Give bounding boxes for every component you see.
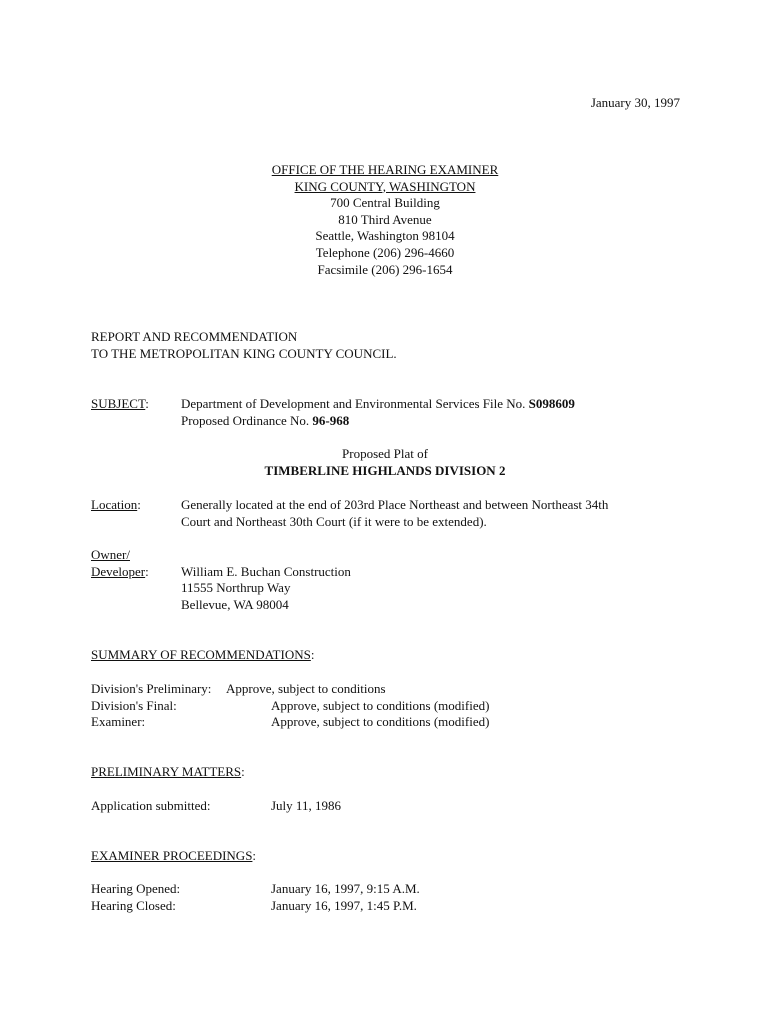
subject-ordinance-line: [181, 413, 349, 430]
telephone: Telephone (206) 296-4660: [315, 244, 455, 260]
building-address: 700 Central Building: [330, 195, 440, 211]
document-date: January 30, 1997: [590, 95, 680, 110]
location-label-text: Location: [91, 497, 138, 512]
owner-city: Bellevue, WA 98004: [181, 596, 289, 612]
facsimile: Facsimile (206) 296-1654: [317, 261, 453, 277]
subject-file-line: [181, 396, 575, 413]
owner-label: Owner/: [91, 547, 130, 562]
proceedings-heading-text: EXAMINER PROCEEDINGS: [91, 848, 253, 863]
application-submitted-label: Application submitted:: [91, 798, 211, 813]
subject-file-number: S098609: [528, 396, 575, 411]
summary-heading-line: [91, 647, 314, 664]
developer-label-text: Developer: [91, 563, 146, 579]
developer-label-colon: :: [145, 563, 149, 579]
proceedings-heading-colon: :: [252, 848, 257, 863]
subject-label-text: SUBJECT: [91, 396, 146, 411]
hearing-opened-value: January 16, 1997, 9:15 A.M.: [271, 881, 420, 896]
letterhead: [0, 162, 770, 278]
summary-row-label: Division's Preliminary:: [91, 681, 212, 696]
location-line1: Generally located at the end of 203rd Place Northeast and between Northeast 34th: [181, 497, 609, 512]
subject-file-text: Department of Development and Environmental Services File No.: [181, 396, 529, 411]
subject-ordinance-text: Proposed Ordinance No.: [181, 412, 313, 428]
location-label-colon: :: [137, 497, 141, 512]
county-name: KING COUNTY, WASHINGTON: [294, 178, 476, 194]
street-address: 810 Third Avenue: [338, 211, 432, 227]
summary-heading-colon: :: [310, 647, 315, 662]
summary-row-value: Approve, subject to conditions (modified): [271, 697, 490, 713]
summary-row-value: Approve, subject to conditions (modified): [271, 714, 490, 730]
plat-title-line1: Proposed Plat of: [342, 446, 428, 461]
hearing-opened-label: Hearing Opened:: [91, 881, 181, 896]
plat-title: [0, 446, 770, 479]
hearing-closed-value: January 16, 1997, 1:45 P.M.: [271, 897, 417, 913]
hearing-closed-label: Hearing Closed:: [91, 897, 176, 913]
location-label: [91, 497, 141, 514]
report-title: [91, 329, 397, 362]
preliminary-heading-line: [91, 764, 245, 781]
summary-heading-text: SUMMARY OF RECOMMENDATIONS: [91, 647, 311, 662]
location-line2: Court and Northeast 30th Court (if it were to be extended).: [181, 513, 487, 529]
plat-name: TIMBERLINE HIGHLANDS DIVISION 2: [264, 462, 506, 478]
preliminary-heading-text: PRELIMINARY MATTERS: [91, 764, 242, 779]
owner-name: William E. Buchan Construction: [181, 563, 351, 579]
subject-ordinance-number: 96-968: [312, 412, 350, 428]
developer-label: [91, 564, 149, 581]
subject-label: [91, 396, 149, 413]
subject-label-colon: :: [145, 396, 149, 411]
summary-row-label: Examiner:: [91, 714, 146, 730]
preliminary-heading-colon: :: [241, 764, 245, 779]
summary-row-label: Division's Final:: [91, 697, 177, 713]
city-address: Seattle, Washington 98104: [315, 228, 455, 244]
report-title-line1: REPORT AND RECOMMENDATION: [91, 329, 298, 344]
summary-row-value: Approve, subject to conditions: [226, 681, 386, 696]
proceedings-heading-line: [91, 848, 256, 865]
application-submitted-value: July 11, 1986: [271, 798, 341, 813]
report-title-line2: TO THE METROPOLITAN KING COUNTY COUNCIL.: [91, 345, 397, 361]
owner-street: 11555 Northrup Way: [181, 580, 291, 596]
office-name: OFFICE OF THE HEARING EXAMINER: [271, 162, 499, 177]
